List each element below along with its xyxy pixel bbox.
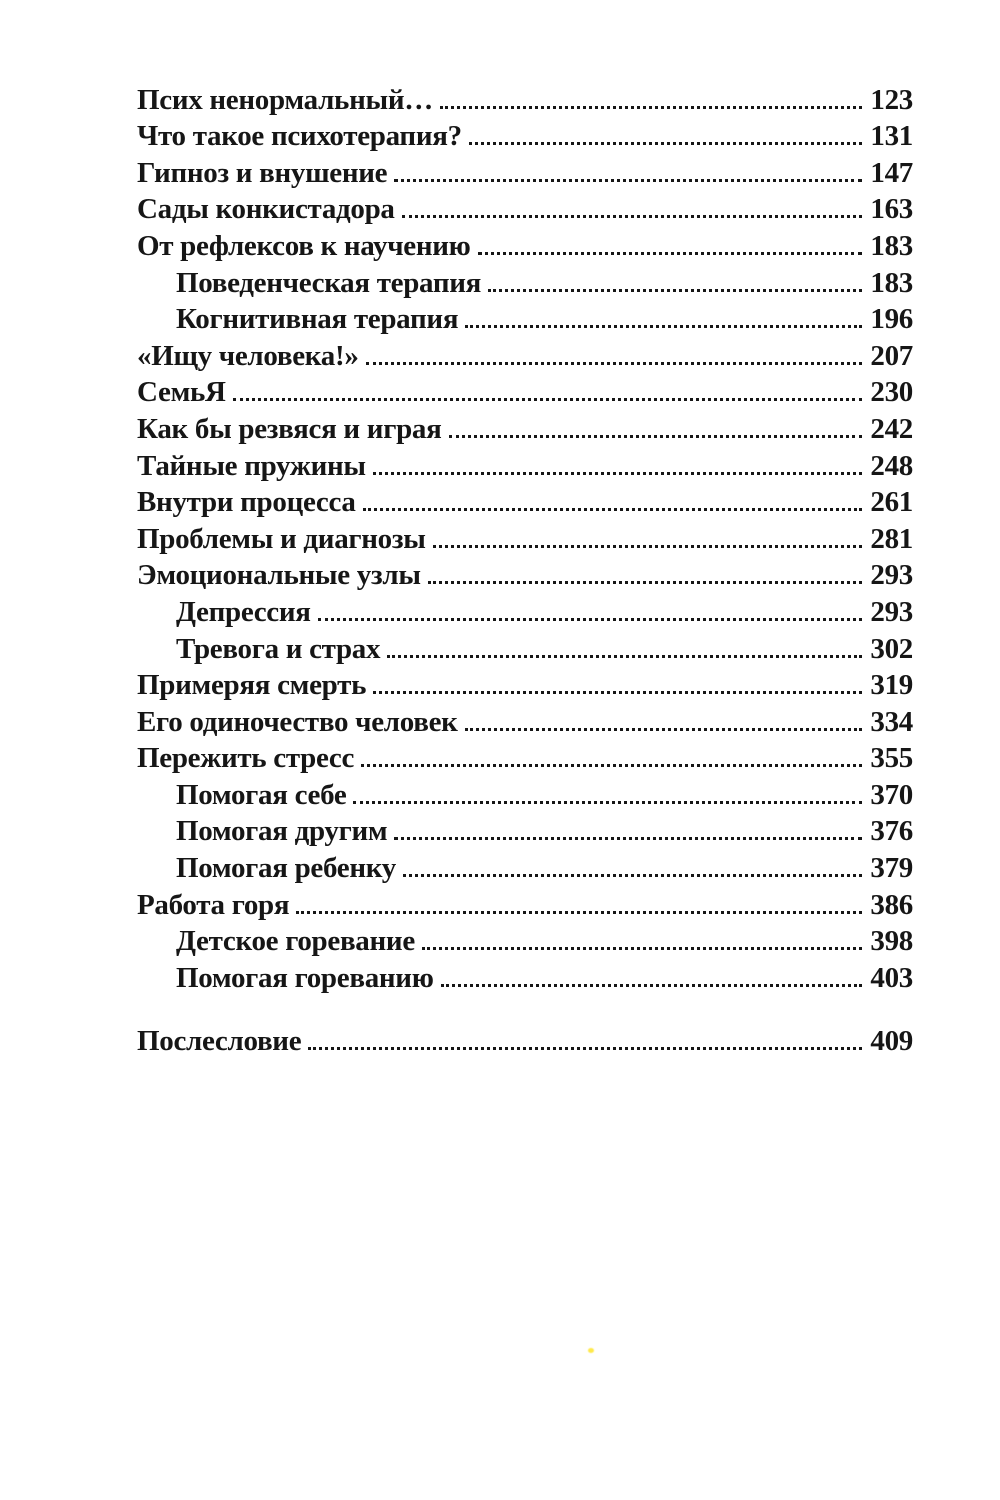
toc-entry [137, 885, 913, 922]
toc-subentry [137, 629, 913, 666]
toc-subentry [137, 812, 913, 849]
dot-leader [353, 801, 862, 804]
dot-leader [422, 947, 862, 950]
dot-leader [441, 984, 863, 987]
toc-entry [137, 80, 913, 117]
toc-entry-page: 409 [870, 1025, 913, 1058]
toc-subentry [137, 958, 913, 995]
dot-leader [402, 215, 863, 218]
toc-entry-page: 370 [870, 778, 913, 811]
dot-leader [428, 581, 863, 584]
toc-entry-page: 261 [870, 486, 913, 519]
toc-entry [137, 446, 913, 483]
toc-subentry [137, 775, 913, 812]
toc-entry-title: Его одиночество человек [137, 705, 458, 738]
toc-entry [137, 519, 913, 556]
toc-entry-title: Проблемы и диагнозы [137, 522, 426, 555]
dot-leader [233, 398, 863, 401]
toc-entry-page: 147 [870, 156, 913, 189]
toc-entry-title: Поведенческая терапия [176, 266, 482, 299]
dot-leader [403, 874, 862, 877]
toc-entry [137, 373, 913, 410]
toc-entry-title: Депрессия [176, 595, 311, 628]
toc-entry-page: 386 [870, 888, 913, 921]
dot-leader [465, 728, 863, 731]
dot-leader [469, 142, 863, 145]
toc-entry-title: Примеряя смерть [137, 669, 367, 702]
toc-entry-page: 196 [870, 303, 913, 336]
dot-leader [394, 179, 862, 182]
toc-entry [137, 336, 913, 373]
toc-entry [137, 226, 913, 263]
dot-leader [394, 837, 862, 840]
toc-entry-page: 183 [870, 266, 913, 299]
toc-entry-page: 403 [870, 961, 913, 994]
dot-leader [478, 252, 863, 255]
table-of-contents [137, 80, 913, 1058]
toc-entry-title: Как бы резвяся и играя [137, 412, 442, 445]
toc-entry-page: 131 [870, 120, 913, 153]
dot-leader [373, 472, 863, 475]
toc-entry-title: Сады конкистадора [137, 193, 395, 226]
toc-entry [137, 666, 913, 703]
toc-entry-title: Помогая гореванию [176, 961, 434, 994]
toc-entry-title: Эмоциональные узлы [137, 559, 421, 592]
toc-entry-title: Помогая ребенку [176, 852, 396, 885]
toc-entry-title: Когнитивная терапия [176, 303, 459, 336]
toc-entry-page: 183 [870, 229, 913, 262]
toc-entry-page: 355 [870, 742, 913, 775]
toc-subentry [137, 592, 913, 629]
dot-leader [449, 435, 863, 438]
toc-entry-page: 163 [870, 193, 913, 226]
toc-subentry [137, 263, 913, 300]
toc-entry-title: «Ищу человека!» [137, 339, 359, 372]
dot-leader [361, 764, 862, 767]
toc-subentry [137, 848, 913, 885]
toc-entry [137, 409, 913, 446]
dot-leader [488, 289, 862, 292]
toc-entry [137, 702, 913, 739]
toc-entry-page: 293 [870, 559, 913, 592]
toc-entry-page: 123 [870, 83, 913, 116]
toc-entry-page: 334 [870, 705, 913, 738]
toc-subentry [137, 922, 913, 959]
toc-entry-page: 379 [870, 852, 913, 885]
toc-entry [137, 190, 913, 227]
toc-entry-page: 319 [870, 669, 913, 702]
toc-entry-page: 207 [870, 339, 913, 372]
dot-leader [373, 691, 862, 694]
dot-leader [465, 325, 862, 328]
toc-entry [137, 153, 913, 190]
toc-entry-title: Псих ненормальный… [137, 83, 433, 116]
toc-entry-title: Тревога и страх [176, 632, 381, 665]
toc-entry [137, 739, 913, 776]
toc-entry [137, 556, 913, 593]
scan-artifact-speck [588, 1348, 594, 1353]
toc-entry-title: Пережить стресс [137, 742, 355, 775]
toc-entry-title: Послесловие [137, 1025, 302, 1058]
toc-entry-title: Что такое психотерапия? [137, 120, 462, 153]
toc-entry-page: 242 [870, 412, 913, 445]
toc-entry-page: 302 [870, 632, 913, 665]
toc-entry-page: 376 [870, 815, 913, 848]
dot-leader [433, 545, 863, 548]
toc-entry-page: 248 [870, 449, 913, 482]
toc-entry-page: 293 [870, 595, 913, 628]
toc-entry-title: Внутри процесса [137, 486, 356, 519]
toc-entry [137, 117, 913, 154]
toc-entry [137, 483, 913, 520]
dot-leader [440, 106, 862, 109]
toc-entry-page: 230 [870, 376, 913, 409]
toc-subentry [137, 300, 913, 337]
toc-entry-title: Помогая себе [176, 778, 347, 811]
toc-entry-title: Помогая другим [176, 815, 388, 848]
dot-leader [387, 655, 862, 658]
toc-entry-title: Детское горевание [176, 925, 415, 958]
toc-entry-title: Работа горя [137, 888, 290, 921]
dot-leader [363, 508, 863, 511]
dot-leader [318, 618, 863, 621]
toc-entry-title: СемьЯ [137, 376, 226, 409]
dot-leader [366, 362, 863, 365]
toc-entry-page: 281 [870, 522, 913, 555]
toc-entry [137, 1022, 913, 1059]
dot-leader [308, 1047, 862, 1050]
toc-entry-page: 398 [870, 925, 913, 958]
toc-entry-title: От рефлексов к научению [137, 229, 471, 262]
dot-leader [296, 911, 862, 914]
toc-entry-title: Тайные пружины [137, 449, 366, 482]
toc-entry-title: Гипноз и внушение [137, 156, 388, 189]
